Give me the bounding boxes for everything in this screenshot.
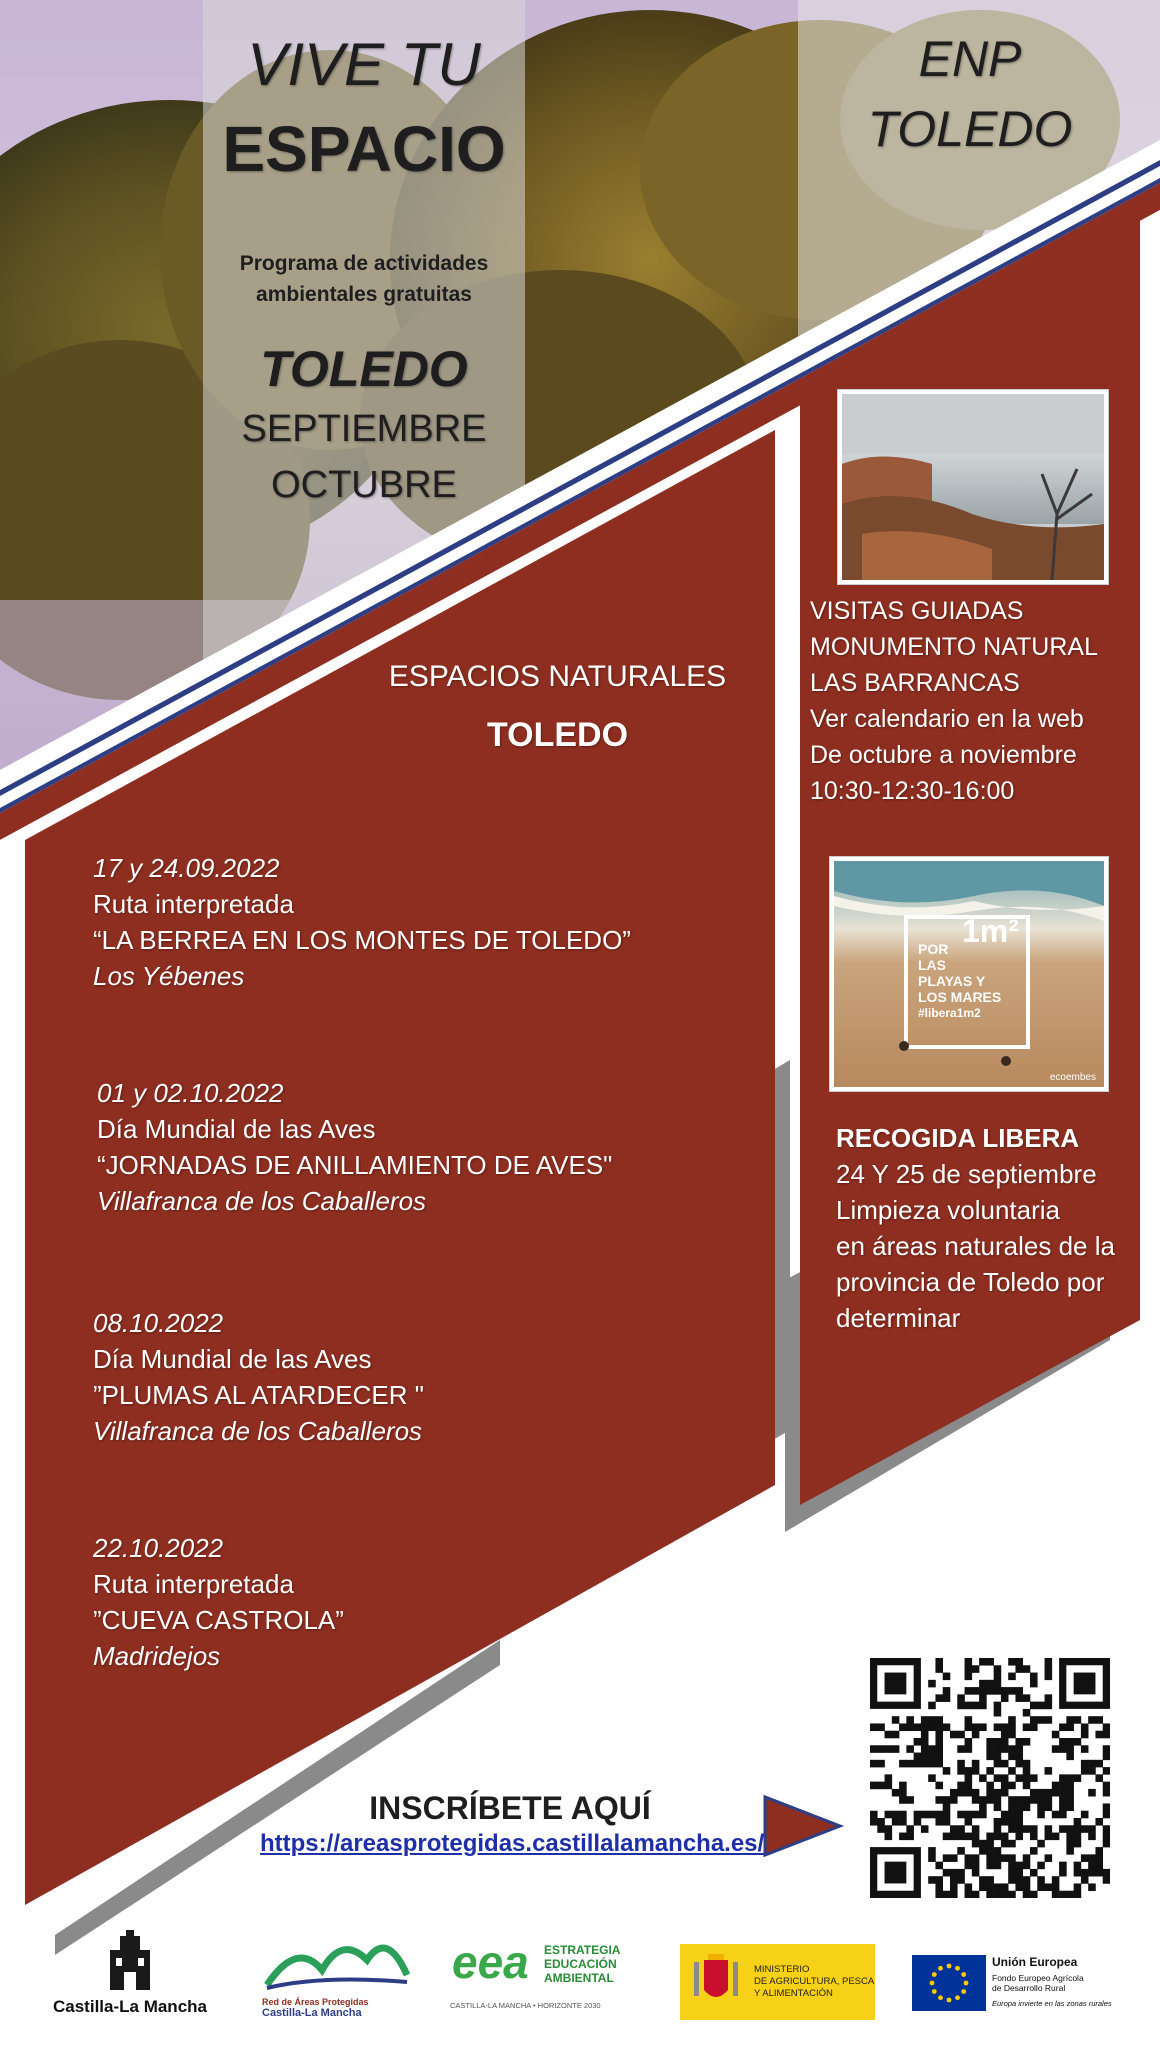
libera-text4: LOS MARES — [918, 989, 1002, 1005]
ministry-line2: DE AGRICULTURA, PESCA — [754, 1976, 875, 1987]
ministry-line1: MINISTERIO — [754, 1964, 810, 1975]
header-month1: SEPTIEMBRE — [241, 408, 487, 450]
event-2 — [97, 1075, 612, 1219]
libera-text2: LAS — [918, 957, 946, 973]
eea-line1: ESTRATEGIA — [544, 1943, 621, 1957]
eea-word: eea — [452, 1936, 529, 1988]
title-line2: ESPACIO — [222, 113, 506, 185]
event-date: 17 y 24.09.2022 — [93, 853, 280, 883]
red-areas-logo — [262, 1930, 412, 2020]
event-date: 22.10.2022 — [93, 1533, 224, 1563]
event-location: Villafranca de los Caballeros — [93, 1416, 423, 1446]
header-city: TOLEDO — [260, 341, 468, 397]
ecoembes-logo: ecoembes — [1049, 1072, 1096, 1083]
event-1 — [93, 850, 631, 994]
eu-flag-icon — [912, 1955, 986, 2011]
eu-logo — [912, 1955, 1142, 2025]
event-location: Villafranca de los Caballeros — [97, 1186, 427, 1216]
event-type: Día Mundial de las Aves — [93, 1344, 372, 1374]
subtitle-line1: Programa de actividades — [239, 252, 489, 275]
visitas-line4: Ver calendario en la web — [810, 705, 1084, 733]
signup-link[interactable]: https://areasprotegidas.castillalamancha.es/ — [260, 1830, 765, 1857]
mountain-icon — [262, 1930, 412, 1992]
castle-icon — [100, 1930, 160, 1992]
subtitle-line2: ambientales gratuitas — [256, 283, 472, 306]
libera-big: 1m² — [962, 913, 1019, 949]
event-location: Los Yébenes — [93, 961, 245, 991]
event-name: ”PLUMAS AL ATARDECER " — [93, 1380, 424, 1410]
eu-text — [992, 1955, 1112, 2008]
ministry-text — [754, 1964, 874, 2000]
recogida-block — [836, 1120, 1115, 1336]
event-date: 01 y 02.10.2022 — [97, 1078, 284, 1108]
event-name: “LA BERREA EN LOS MONTES DE TOLEDO” — [93, 925, 631, 955]
event-type: Día Mundial de las Aves — [97, 1114, 376, 1144]
visitas-line1: VISITAS GUIADAS — [810, 597, 1024, 625]
visitas-line2: MONUMENTO NATURAL — [810, 633, 1098, 661]
ministry-line3: Y ALIMENTACIÓN — [754, 1988, 833, 1999]
event-date: 08.10.2022 — [93, 1308, 224, 1338]
header-month2: OCTUBRE — [271, 464, 457, 506]
event-3 — [93, 1305, 424, 1449]
event-type: Ruta interpretada — [93, 1569, 294, 1599]
recogida-line5: determinar — [836, 1303, 961, 1333]
visitas-line3: LAS BARRANCAS — [810, 669, 1020, 697]
eea-text — [544, 1943, 620, 1985]
event-type: Ruta interpretada — [93, 889, 294, 919]
event-name: “JORNADAS DE ANILLAMIENTO DE AVES" — [97, 1150, 613, 1180]
clm-logo — [50, 1930, 210, 2020]
eu-line3: de Desarrollo Rural — [992, 1983, 1066, 1993]
eu-line1: Unión Europea — [992, 1955, 1078, 1969]
recogida-title: RECOGIDA LIBERA — [836, 1123, 1080, 1153]
eea-logo — [450, 1935, 625, 2025]
red-line1: Red de Áreas Protegidas — [262, 1997, 369, 2007]
eea-line3: AMBIENTAL — [544, 1971, 614, 1985]
clm-label: Castilla-La Mancha — [53, 1997, 207, 2016]
recogida-line3: en áreas naturales de la — [836, 1231, 1115, 1261]
libera-text3: PLAYAS Y — [918, 973, 986, 989]
barrancas-photo — [838, 390, 1108, 584]
red-line2: Castilla-La Mancha — [262, 2007, 362, 2019]
event-location: Madridejos — [93, 1641, 221, 1671]
spain-shield-icon — [690, 1952, 742, 2012]
title-line1: VIVE TU — [247, 31, 481, 98]
libera-campaign-image — [830, 857, 1108, 1091]
recogida-line2: Limpieza voluntaria — [836, 1195, 1061, 1225]
event-4 — [93, 1530, 344, 1674]
recogida-line4: provincia de Toledo por — [836, 1267, 1105, 1297]
eea-sub: CASTILLA-LA MANCHA • HORIZONTE 2030 — [450, 2001, 601, 2010]
eu-line2: Fondo Europeo Agrícola — [992, 1973, 1084, 1983]
ministry-logo — [680, 1944, 875, 2020]
section-place: TOLEDO — [486, 716, 629, 754]
libera-text1: POR — [918, 941, 949, 957]
event-name: ”CUEVA CASTROLA” — [93, 1605, 344, 1635]
signup-label: INSCRÍBETE AQUÍ — [369, 1790, 651, 1826]
qr-code[interactable] — [870, 1658, 1110, 1898]
section-heading: ESPACIOS NATURALES — [388, 660, 727, 693]
eea-line2: EDUCACIÓN — [544, 1957, 617, 1971]
visitas-block — [810, 593, 1098, 809]
enp-line2: TOLEDO — [867, 101, 1073, 157]
libera-text — [918, 941, 1001, 1021]
visitas-line5: De octubre a noviembre — [810, 741, 1077, 769]
enp-line1: ENP — [918, 31, 1022, 87]
libera-hashtag: #libera1m2 — [918, 1006, 981, 1020]
eu-line4: Europa invierte en las zonas rurales — [992, 1999, 1112, 2008]
visitas-line6: 10:30-12:30-16:00 — [810, 777, 1015, 805]
recogida-line1: 24 Y 25 de septiembre — [836, 1159, 1097, 1189]
